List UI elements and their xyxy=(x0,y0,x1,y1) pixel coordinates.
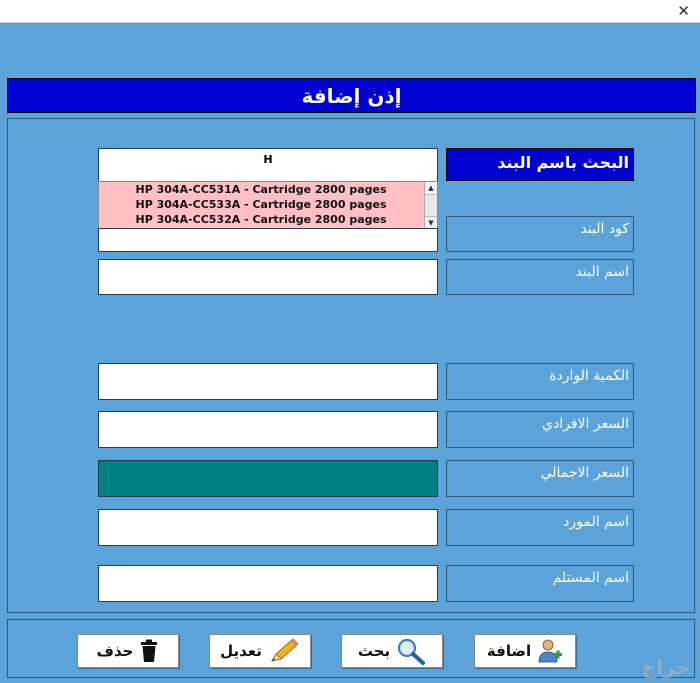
receiver-name-label: اسم المستلم xyxy=(446,565,634,602)
scroll-down-icon[interactable]: ▼ xyxy=(425,216,437,229)
item-name-label: اسم البند xyxy=(446,259,634,295)
unit-price-label: السعر الافرادي xyxy=(446,411,634,448)
add-button-label: اضافة xyxy=(486,642,532,660)
supplier-name-label: اسم المورد xyxy=(446,509,634,546)
quantity-label: الكمية الواردة xyxy=(446,363,634,400)
delete-button-label: حذف xyxy=(96,642,134,660)
search-button-label: بحث xyxy=(357,642,391,660)
close-icon[interactable]: ✕ xyxy=(677,2,690,20)
delete-button[interactable] xyxy=(77,634,179,668)
list-item[interactable]: HP 304A-CC533A - Cartridge 2800 pages xyxy=(135,198,387,211)
add-button[interactable] xyxy=(474,634,576,668)
magnifier-icon xyxy=(396,637,426,665)
add-user-icon xyxy=(537,638,563,664)
total-price-label: السعر الاجمالي xyxy=(446,460,634,497)
pencil-icon xyxy=(268,637,300,665)
search-input-value: H xyxy=(263,153,273,166)
search-button[interactable] xyxy=(341,634,443,668)
page-title: إذن إضافة xyxy=(7,78,696,113)
total-price-field xyxy=(98,460,438,497)
quantity-field[interactable] xyxy=(98,363,438,400)
trash-icon xyxy=(139,639,159,663)
search-label: البحث باسم البند xyxy=(446,148,634,181)
edit-button[interactable] xyxy=(209,634,311,668)
search-input[interactable] xyxy=(98,148,438,182)
supplier-name-field[interactable] xyxy=(98,509,438,546)
unit-price-field[interactable] xyxy=(98,411,438,448)
list-item[interactable]: HP 304A-CC531A - Cartridge 2800 pages xyxy=(135,183,387,196)
scroll-up-icon[interactable]: ▲ xyxy=(425,182,437,195)
window-titlebar xyxy=(0,0,700,23)
list-item[interactable]: HP 304A-CC532A - Cartridge 2800 pages xyxy=(135,213,387,226)
edit-button-label: تعديل xyxy=(220,642,262,660)
search-results-list[interactable] xyxy=(98,181,438,229)
item-name-field[interactable] xyxy=(98,259,438,295)
receiver-name-field[interactable] xyxy=(98,565,438,602)
item-code-field[interactable] xyxy=(98,228,438,252)
item-code-label: كود البند xyxy=(446,216,634,252)
list-scrollbar[interactable] xyxy=(424,182,437,228)
watermark-logo: حراج xyxy=(641,655,690,679)
